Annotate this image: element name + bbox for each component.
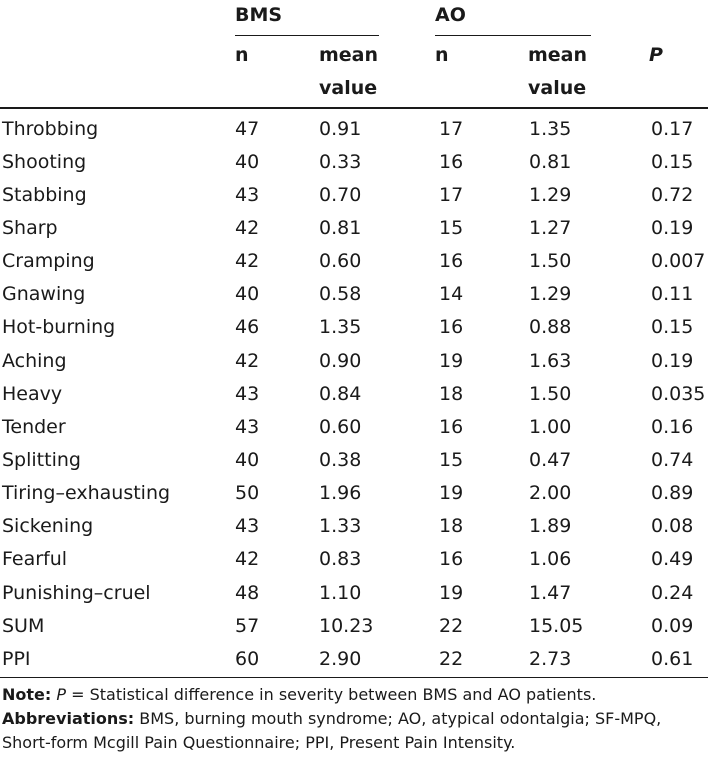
- cell-bms-n: 42: [235, 548, 260, 571]
- table-row: [0, 344, 708, 377]
- table-row: [0, 112, 708, 145]
- cell-ao-n: 17: [439, 117, 464, 140]
- note-label: Note:: [2, 685, 52, 704]
- table-row: [0, 576, 708, 609]
- row-label: Sharp: [2, 216, 58, 239]
- cell-ao-n: 14: [439, 283, 464, 306]
- row-label: Splitting: [2, 448, 81, 471]
- cell-ao-n: 19: [439, 482, 464, 505]
- cell-ao-n: 19: [439, 349, 464, 372]
- subheader-ao-mean-line2: value: [528, 77, 587, 99]
- table-row: [0, 178, 708, 211]
- table-row: [0, 609, 708, 642]
- cell-bms-n: 40: [235, 448, 260, 471]
- cell-bms-mean: 2.90: [319, 647, 362, 670]
- cell-ao-mean: 1.29: [529, 183, 572, 206]
- cell-ao-mean: 1.27: [529, 216, 572, 239]
- cell-p: 0.24: [651, 581, 694, 604]
- table-row: [0, 211, 708, 244]
- cell-p: 0.72: [651, 183, 694, 206]
- cell-ao-n: 15: [439, 448, 464, 471]
- cell-p: 0.15: [651, 316, 694, 339]
- row-label: Punishing–cruel: [2, 581, 151, 604]
- group-header-bms: BMS: [235, 4, 283, 26]
- cell-bms-n: 42: [235, 250, 260, 273]
- cell-bms-n: 57: [235, 614, 260, 637]
- cell-bms-mean: 1.33: [319, 515, 362, 538]
- cell-ao-n: 18: [439, 382, 464, 405]
- group-header-ao: AO: [435, 4, 466, 26]
- row-label: Aching: [2, 349, 67, 372]
- row-label: PPI: [2, 647, 31, 670]
- cell-bms-mean: 0.83: [319, 548, 362, 571]
- cell-p: 0.11: [651, 283, 694, 306]
- cell-bms-n: 47: [235, 117, 260, 140]
- table-row: [0, 245, 708, 278]
- subheader-ao-mean-line1: mean: [528, 44, 588, 66]
- table-notes: [2, 683, 706, 755]
- cell-bms-n: 42: [235, 216, 260, 239]
- cell-ao-mean: 0.88: [529, 316, 572, 339]
- table-row: [0, 145, 708, 178]
- row-label: Fearful: [2, 548, 68, 571]
- row-label: Hot-burning: [2, 316, 116, 339]
- cell-ao-mean: 1.00: [529, 415, 572, 438]
- cell-ao-mean: 1.63: [529, 349, 572, 372]
- abbreviations-line: [2, 707, 706, 755]
- cell-bms-n: 40: [235, 150, 260, 173]
- abbreviations-text: BMS, burning mouth syndrome; AO, atypical odontalgia; SF-MPQ, Short-form Mcgill Pain Questionnaire; PPI, Present Pain Intensity.: [2, 709, 662, 752]
- cell-ao-mean: 0.81: [529, 150, 572, 173]
- cell-bms-n: 60: [235, 647, 260, 670]
- cell-p: 0.16: [651, 415, 694, 438]
- subheader-ao-n: n: [435, 44, 449, 66]
- cell-bms-mean: 0.33: [319, 150, 362, 173]
- cell-bms-mean: 0.70: [319, 183, 362, 206]
- cell-p: 0.19: [651, 349, 694, 372]
- cell-ao-n: 16: [439, 415, 464, 438]
- cell-bms-mean: 0.38: [319, 448, 362, 471]
- cell-bms-mean: 10.23: [319, 614, 374, 637]
- cell-p: 0.08: [651, 515, 694, 538]
- cell-ao-mean: 1.50: [529, 382, 572, 405]
- table-row: [0, 642, 708, 675]
- cell-bms-n: 42: [235, 349, 260, 372]
- cell-bms-mean: 0.90: [319, 349, 362, 372]
- cell-p: 0.15: [651, 150, 694, 173]
- cell-ao-n: 15: [439, 216, 464, 239]
- table-body: [0, 112, 708, 675]
- cell-p: 0.49: [651, 548, 694, 571]
- row-label: Throbbing: [2, 117, 99, 140]
- row-label: Tender: [2, 415, 66, 438]
- cell-p: 0.09: [651, 614, 694, 637]
- data-table: [0, 112, 708, 675]
- cell-bms-mean: 0.84: [319, 382, 362, 405]
- table-row: [0, 443, 708, 476]
- cell-p: 0.17: [651, 117, 694, 140]
- cell-bms-n: 43: [235, 183, 260, 206]
- cell-ao-n: 22: [439, 647, 464, 670]
- table-row: [0, 377, 708, 410]
- cell-ao-mean: 1.35: [529, 117, 572, 140]
- cell-bms-mean: 0.60: [319, 250, 362, 273]
- cell-ao-mean: 1.47: [529, 581, 572, 604]
- table-bottom-rule: [0, 677, 708, 678]
- row-label: Heavy: [2, 382, 63, 405]
- bms-header-rule: [235, 35, 379, 36]
- cell-ao-mean: 1.06: [529, 548, 572, 571]
- cell-bms-n: 43: [235, 515, 260, 538]
- cell-ao-n: 19: [439, 581, 464, 604]
- note-line: [2, 683, 706, 707]
- ao-header-rule: [435, 35, 591, 36]
- cell-bms-mean: 1.96: [319, 482, 362, 505]
- table-row: [0, 311, 708, 344]
- cell-p: 0.61: [651, 647, 694, 670]
- cell-ao-n: 16: [439, 316, 464, 339]
- cell-bms-mean: 0.81: [319, 216, 362, 239]
- cell-p: 0.74: [651, 448, 694, 471]
- cell-p: 0.007: [651, 250, 706, 273]
- cell-ao-mean: 1.29: [529, 283, 572, 306]
- cell-bms-n: 43: [235, 382, 260, 405]
- cell-bms-n: 43: [235, 415, 260, 438]
- table-row: [0, 543, 708, 576]
- cell-ao-n: 18: [439, 515, 464, 538]
- cell-bms-n: 46: [235, 316, 260, 339]
- row-label: SUM: [2, 614, 45, 637]
- cell-p: 0.89: [651, 482, 694, 505]
- cell-p: 0.035: [651, 382, 706, 405]
- cell-bms-n: 50: [235, 482, 260, 505]
- abbreviations-label: Abbreviations:: [2, 709, 135, 728]
- cell-ao-mean: 0.47: [529, 448, 572, 471]
- cell-bms-mean: 0.60: [319, 415, 362, 438]
- cell-ao-mean: 2.00: [529, 482, 572, 505]
- header-bottom-rule: [0, 107, 708, 109]
- cell-ao-mean: 1.50: [529, 250, 572, 273]
- row-label: Cramping: [2, 250, 95, 273]
- row-label: Shooting: [2, 150, 87, 173]
- row-label: Gnawing: [2, 283, 86, 306]
- cell-bms-n: 48: [235, 581, 260, 604]
- note-p-symbol: P: [56, 685, 67, 704]
- subheader-bms-n: n: [235, 44, 249, 66]
- cell-ao-n: 16: [439, 150, 464, 173]
- table-row: [0, 278, 708, 311]
- cell-ao-mean: 2.73: [529, 647, 572, 670]
- note-text: = Statistical difference in severity between BMS and AO patients.: [66, 685, 597, 704]
- cell-ao-mean: 15.05: [529, 614, 584, 637]
- subheader-p: P: [649, 44, 663, 66]
- cell-bms-mean: 1.35: [319, 316, 362, 339]
- cell-ao-mean: 1.89: [529, 515, 572, 538]
- table-row: [0, 410, 708, 443]
- cell-ao-n: 16: [439, 250, 464, 273]
- cell-bms-mean: 1.10: [319, 581, 362, 604]
- cell-ao-n: 17: [439, 183, 464, 206]
- table-row: [0, 510, 708, 543]
- row-label: Stabbing: [2, 183, 87, 206]
- row-label: Tiring–exhausting: [2, 482, 171, 505]
- cell-bms-mean: 0.58: [319, 283, 362, 306]
- cell-ao-n: 22: [439, 614, 464, 637]
- subheader-bms-mean-line1: mean: [319, 44, 379, 66]
- row-label: Sickening: [2, 515, 94, 538]
- cell-bms-mean: 0.91: [319, 117, 362, 140]
- cell-p: 0.19: [651, 216, 694, 239]
- cell-ao-n: 16: [439, 548, 464, 571]
- cell-bms-n: 40: [235, 283, 260, 306]
- subheader-bms-mean-line2: value: [319, 77, 378, 99]
- table-row: [0, 477, 708, 510]
